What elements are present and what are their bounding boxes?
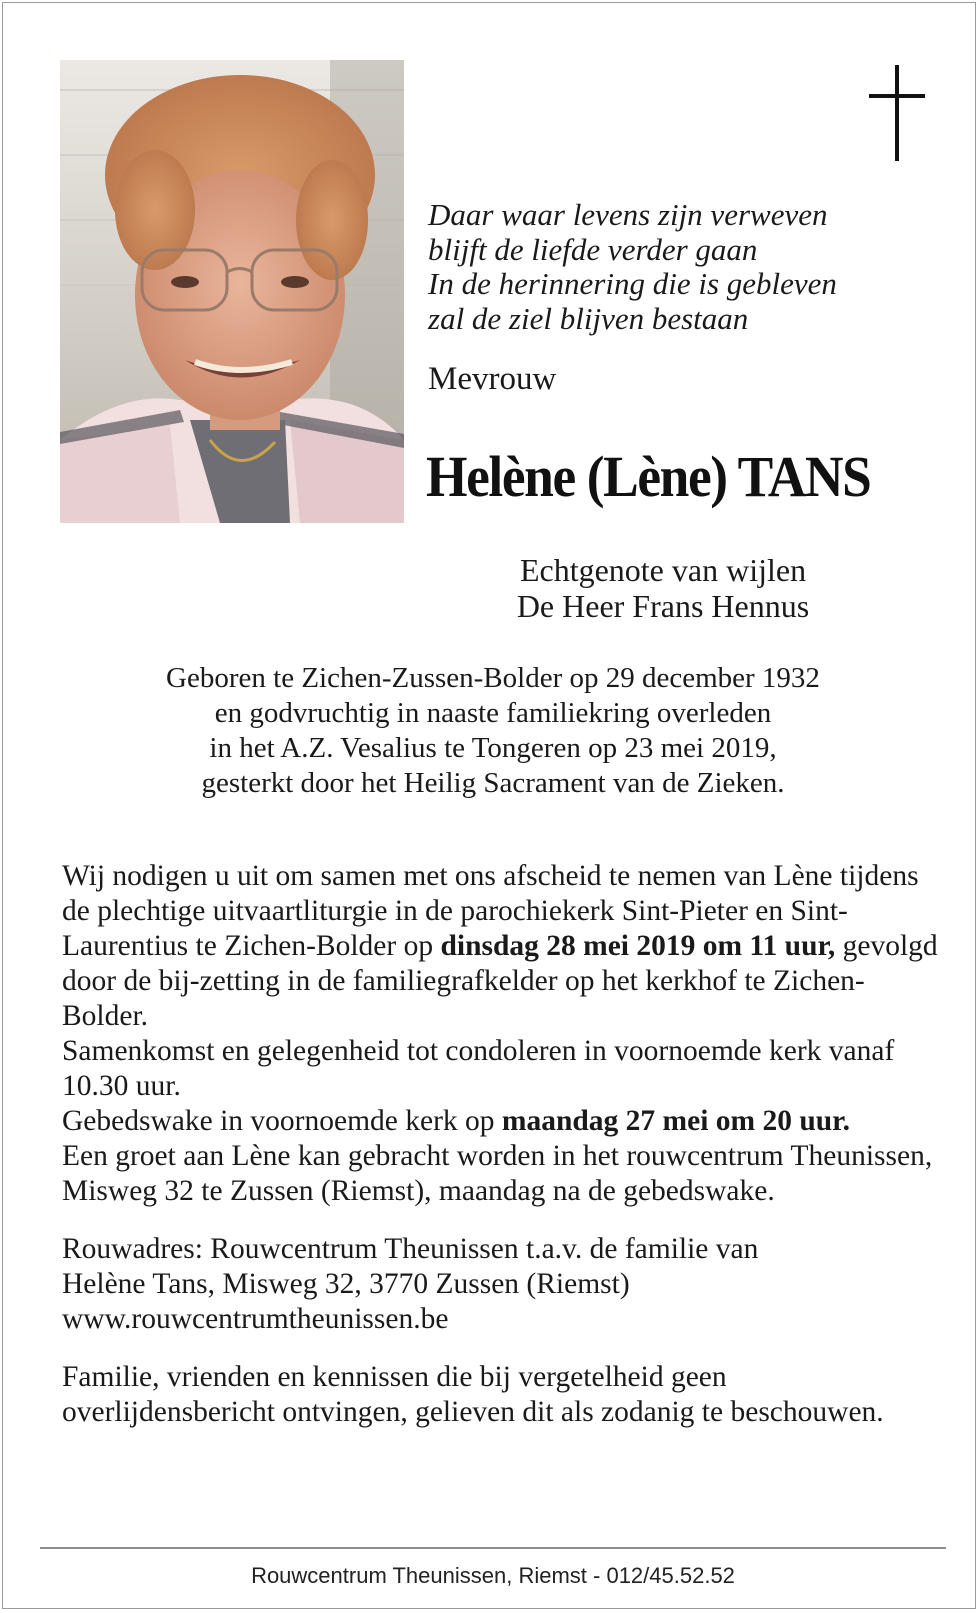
poem-line: In de herinnering die is gebleven (428, 266, 837, 301)
burial-text: gevolgd door de bij-zetting in de familiegrafkelder op het kerkhof te Zichen-Bolder. (62, 930, 938, 1032)
address-line: Rouwadres: Rouwcentrum Theunissen t.a.v. de familie van (62, 1233, 759, 1265)
greeting-info: Een groet aan Lène kan gebracht worden in het rouwcentrum Theunissen, Misweg 32 te Zussen (Riemst), maandag na de gebedswake. (62, 1140, 933, 1207)
funeral-invitation (62, 859, 942, 1034)
spouse-line: De Heer Frans Hennus (516, 588, 810, 624)
notice-text: Familie, vrienden en kennissen die bij vergetelheid geen overlijdensbericht ontvingen, gelieven dit als zodanig te beschouwen. (62, 1361, 884, 1428)
mourning-address (62, 1232, 942, 1337)
birth-death-info (83, 661, 903, 801)
funeral-date: dinsdag 28 mei 2019 om 11 uur, (440, 930, 836, 962)
footer-funeral-home: Rouwcentrum Theunissen, Riemst - 012/45.52.52 (251, 1563, 735, 1588)
funeral-details (62, 859, 942, 1430)
address-line: Helène Tans, Misweg 32, 3770 Zussen (Riemst) (62, 1268, 630, 1300)
deceased-name: Helène (Lène) TANS (426, 444, 871, 509)
cross-icon (869, 65, 925, 161)
birth-line: en godvruchtig in naaste familiekring overleden (214, 697, 772, 729)
website-link[interactable]: www.rouwcentrumtheunissen.be (62, 1303, 449, 1335)
memorial-poem (428, 198, 948, 336)
honorific: Mevrouw (428, 361, 557, 397)
wake-info (62, 1104, 942, 1139)
obituary-card (2, 2, 976, 1609)
poem-line: zal de ziel blijven bestaan (428, 300, 749, 336)
birth-line: in het A.Z. Vesalius te Tongeren op 23 mei 2019, (209, 732, 777, 764)
invitation-text: Wij nodigen u uit om samen met ons afscheid te nemen van Lène tijdens de plechtige uitvaartliturgie in de parochiekerk Sint-Pieter en Sint-Laurentius te Zichen-Bolder op (62, 860, 919, 962)
footer-divider (40, 1547, 946, 1549)
wake-date: maandag 27 mei om 20 uur. (501, 1105, 850, 1137)
condolence-info: Samenkomst en gelegenheid tot condoleren in voornoemde kerk vanaf 10.30 uur. (62, 1035, 895, 1102)
portrait-photo (60, 60, 404, 523)
wake-text: Gebedswake in voornoemde kerk op (62, 1105, 502, 1137)
poem-line: Daar waar levens zijn verweven (428, 197, 828, 232)
portrait-image (60, 60, 404, 523)
birth-line: gesterkt door het Heilig Sacrament van de Zieken. (201, 767, 785, 799)
birth-line: Geboren te Zichen-Zussen-Bolder op 29 december 1932 (166, 662, 820, 694)
spouse-line: Echtgenote van wijlen (519, 552, 807, 588)
poem-line: blijft de liefde verder gaan (428, 231, 758, 267)
spouse-info (443, 552, 883, 624)
